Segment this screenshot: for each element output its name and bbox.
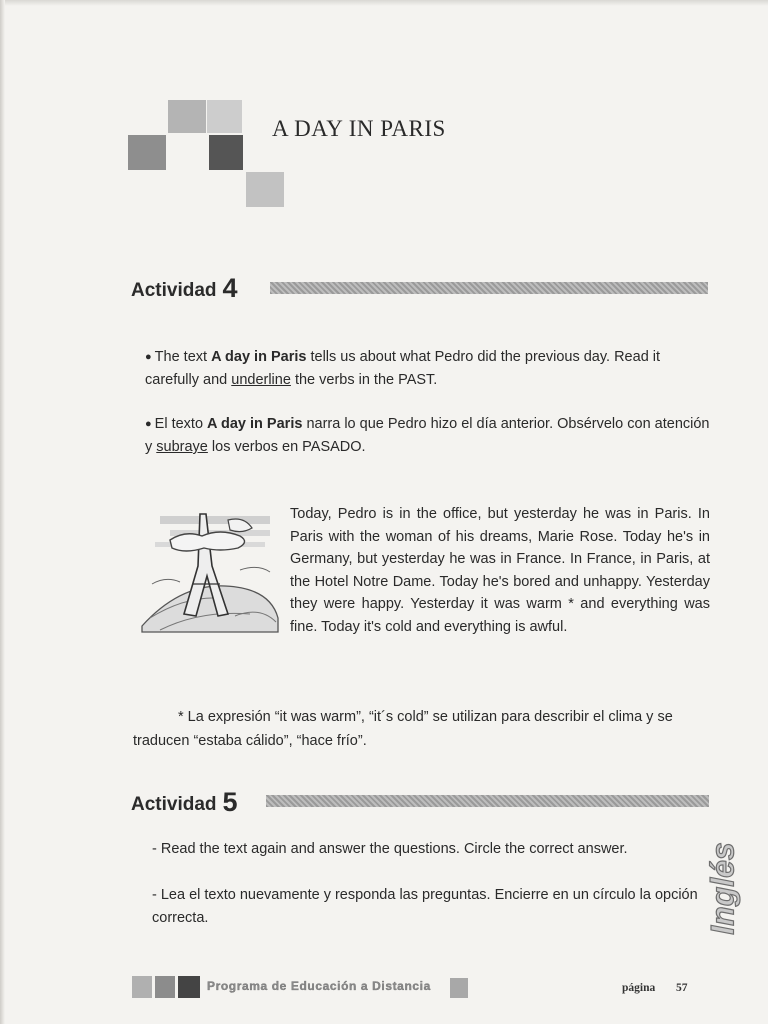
instruction-title-bold: A day in Paris	[207, 416, 303, 432]
activity-4-bar	[270, 282, 708, 294]
activity-4-heading	[131, 272, 238, 302]
activity-5-es-instruction: - Lea el texto nuevamente y responda las preguntas. Encierre en un círculo la opción correcta.	[152, 887, 698, 926]
deco-square	[207, 100, 242, 133]
footer-square	[155, 976, 175, 998]
activity-label: Actividad	[131, 280, 217, 301]
footer-square	[450, 978, 468, 998]
instruction-title-bold: A day in Paris	[211, 349, 307, 365]
deco-square	[209, 135, 243, 170]
instruction-text: The text	[154, 349, 212, 365]
footer-square	[178, 976, 200, 998]
instruction-underlined-word: underline	[231, 372, 291, 388]
subject-side-tab	[698, 838, 748, 938]
instruction-text: los verbos en PASADO.	[207, 439, 366, 455]
instruction-text: the verbs in the PAST.	[290, 372, 438, 388]
story-paragraph: Today, Pedro is in the office, but yesterday he was in Paris. In Paris with the woman of his dreams, Marie Rose. Today he's in Germany, but yesterday he was in France. In France, in Paris, at the Hotel Notre Dame. Today he's bored and unhappy. Yesterday they were happy. Yesterday it was warm * and everything was fine. Today it's cold and everything is awful.	[290, 506, 710, 635]
page-left-edge	[0, 0, 5, 1024]
eiffel-tower-icon	[140, 506, 280, 646]
footer-square	[132, 976, 152, 998]
deco-square	[246, 172, 284, 207]
subject-label: Inglés	[704, 841, 741, 935]
bullet-icon: ●	[145, 351, 152, 363]
eiffel-tower-illustration	[140, 506, 280, 651]
page-number: 57	[676, 982, 688, 994]
page-top-edge	[0, 0, 768, 6]
bullet-icon: ●	[145, 418, 152, 430]
activity-5-bar	[266, 795, 709, 807]
page-title: A DAY IN PARIS	[272, 116, 446, 141]
instruction-underlined-word: subraye	[156, 439, 208, 455]
footer-program-name: Programa de Educación a Distancia	[207, 979, 431, 993]
deco-square	[128, 135, 166, 170]
footer	[132, 976, 692, 1000]
deco-square	[168, 100, 206, 133]
activity-5-en-instruction: - Read the text again and answer the questions. Circle the correct answer.	[152, 841, 628, 857]
instruction-text: narra lo que Pedro hizo el día anterior. Obsérvelo con atención y	[145, 416, 710, 455]
page-label: página	[622, 982, 656, 994]
activity-number: 5	[222, 787, 238, 817]
activity-4-es-instruction	[145, 413, 710, 459]
activity-4-en-instruction	[145, 346, 710, 392]
activity-number: 4	[222, 273, 238, 303]
footnote-paragraph: * La expresión “it was warm”, “it´s cold” se utilizan para describir el clima y se traducen “estaba cálido”, “hace frío”.	[133, 709, 673, 749]
activity-label: Actividad	[131, 794, 217, 815]
instruction-text: El texto	[154, 416, 208, 432]
activity-5-heading	[131, 786, 238, 816]
instruction-text: tells us about what Pedro did the previous day. Read it carefully and	[145, 349, 661, 388]
